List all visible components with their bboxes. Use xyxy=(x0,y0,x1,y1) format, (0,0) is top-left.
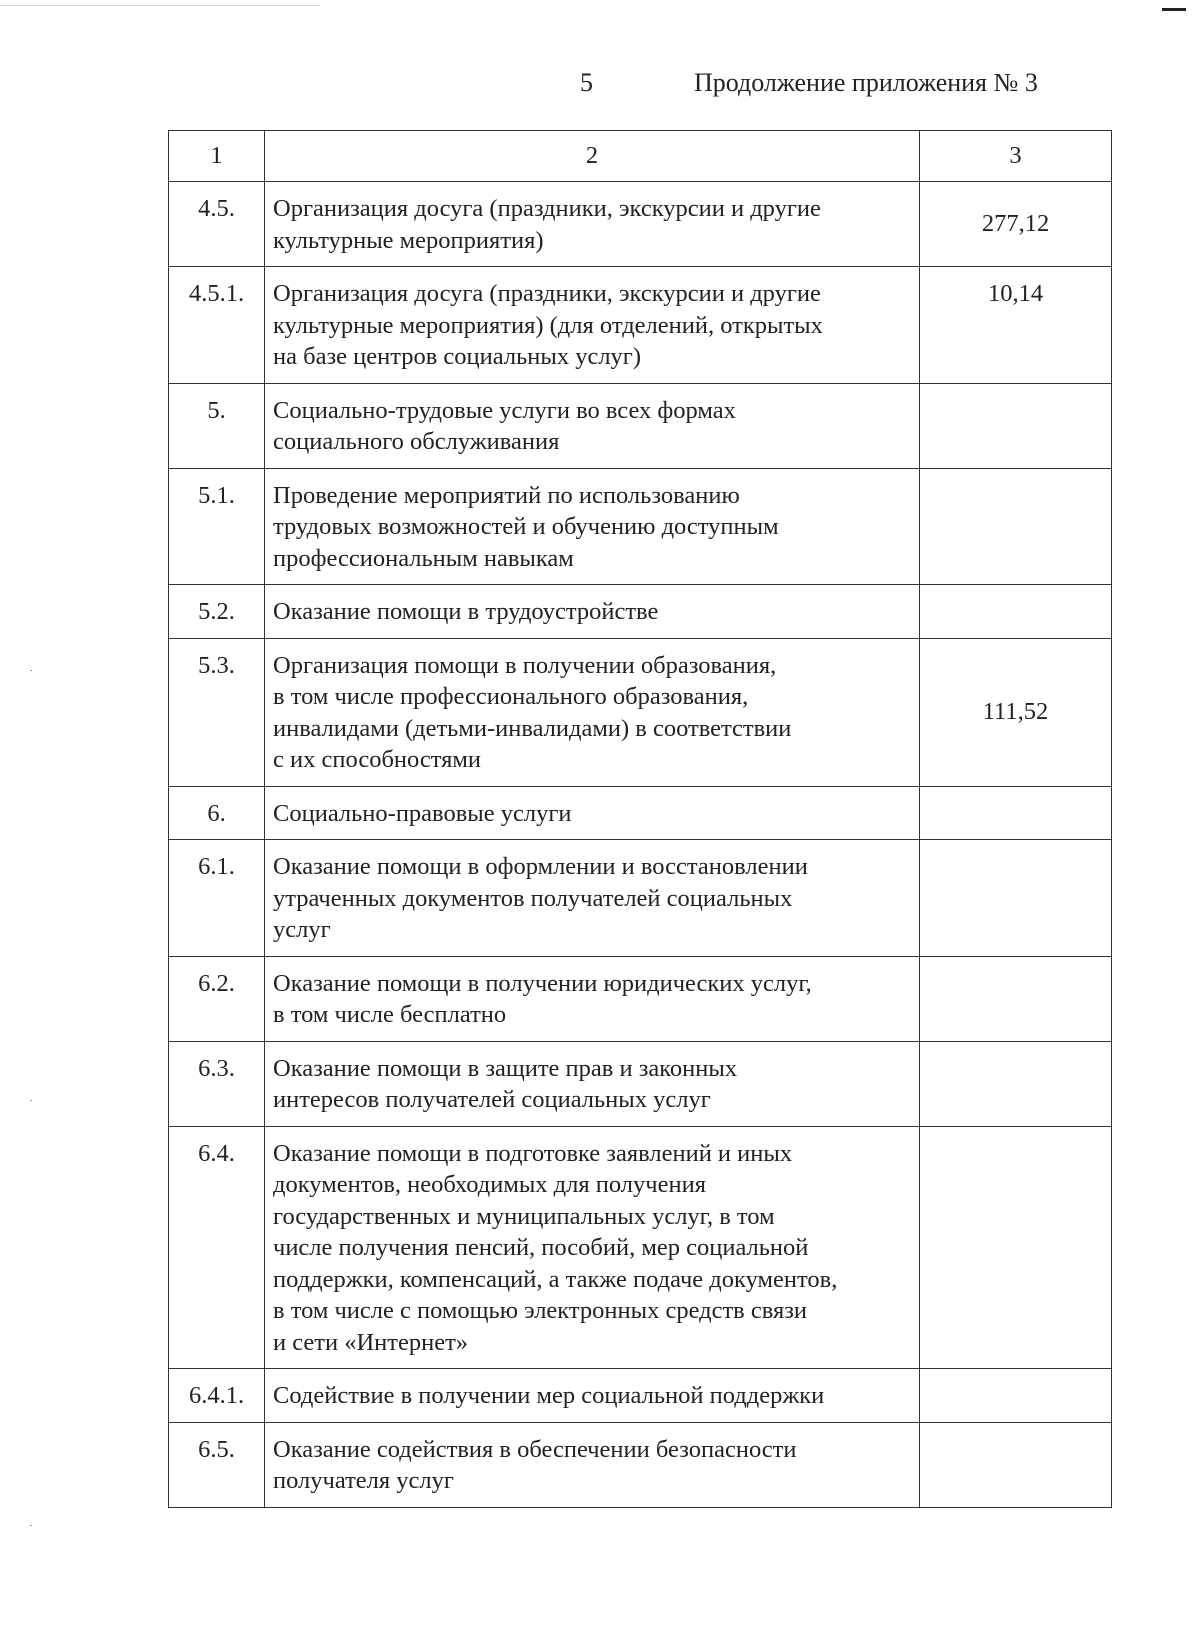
table-row xyxy=(169,182,1112,267)
service-description: Организация помощи в получении образования, в том числе профессионального образования, инвалидами (детьми-инвалидами) в соответствии с их способностями xyxy=(265,638,920,786)
row-value: 10,14 xyxy=(920,267,1112,384)
table-row xyxy=(169,1369,1112,1423)
row-value xyxy=(920,1041,1112,1126)
column-header-value: 3 xyxy=(920,131,1112,182)
service-description: Социально-трудовые услуги во всех формах социального обслуживания xyxy=(265,383,920,468)
row-number: 4.5.1. xyxy=(169,267,265,384)
row-number: 5. xyxy=(169,383,265,468)
margin-mark xyxy=(30,1525,32,1526)
column-header-service: 2 xyxy=(265,131,920,182)
service-description: Оказание помощи в защите прав и законных интересов получателей социальных услуг xyxy=(265,1041,920,1126)
table-row xyxy=(169,383,1112,468)
row-value xyxy=(920,786,1112,840)
services-table xyxy=(168,130,1112,1508)
service-description: Содействие в получении мер социальной поддержки xyxy=(265,1369,920,1423)
row-number: 6.4. xyxy=(169,1126,265,1369)
table-row xyxy=(169,1041,1112,1126)
scan-edge-line xyxy=(0,5,320,6)
row-number: 5.1. xyxy=(169,468,265,585)
service-description: Проведение мероприятий по использованию трудовых возможностей и обучению доступным профессиональным навыкам xyxy=(265,468,920,585)
row-number: 6.3. xyxy=(169,1041,265,1126)
row-value xyxy=(920,840,1112,957)
table-row xyxy=(169,956,1112,1041)
row-number: 6.5. xyxy=(169,1422,265,1507)
table-row xyxy=(169,786,1112,840)
corner-mark xyxy=(1162,8,1186,11)
table-row xyxy=(169,840,1112,957)
row-number: 4.5. xyxy=(169,182,265,267)
service-description: Оказание помощи в подготовке заявлений и иных документов, необходимых для получения государственных и муниципальных услуг, в том числе получения пенсий, пособий, мер социальной поддержки, компенсаций, а также подаче документов, в том числе с помощью электронных средств связи и сети «Интернет» xyxy=(265,1126,920,1369)
table-row xyxy=(169,1422,1112,1507)
service-description: Оказание помощи в получении юридических услуг, в том числе бесплатно xyxy=(265,956,920,1041)
page-number: 5 xyxy=(580,68,593,97)
row-value xyxy=(920,1126,1112,1369)
row-value xyxy=(920,468,1112,585)
service-description: Организация досуга (праздники, экскурсии и другие культурные мероприятия) xyxy=(265,182,920,267)
margin-mark xyxy=(30,670,32,671)
row-number: 6.4.1. xyxy=(169,1369,265,1423)
service-description: Социально-правовые услуги xyxy=(265,786,920,840)
table-row xyxy=(169,585,1112,639)
table-row xyxy=(169,468,1112,585)
service-description: Оказание содействия в обеспечении безопасности получателя услуг xyxy=(265,1422,920,1507)
row-number: 6. xyxy=(169,786,265,840)
service-description: Оказание помощи в трудоустройстве xyxy=(265,585,920,639)
row-number: 5.2. xyxy=(169,585,265,639)
service-description: Организация досуга (праздники, экскурсии и другие культурные мероприятия) (для отделений, открытых на базе центров социальных услуг) xyxy=(265,267,920,384)
table-header-row xyxy=(169,131,1112,182)
row-number: 5.3. xyxy=(169,638,265,786)
table-row xyxy=(169,267,1112,384)
appendix-continuation-heading: Продолжение приложения № 3 xyxy=(694,68,1038,97)
margin-mark xyxy=(30,1100,32,1101)
row-value xyxy=(920,383,1112,468)
row-value xyxy=(920,585,1112,639)
service-description: Оказание помощи в оформлении и восстановлении утраченных документов получателей социальных услуг xyxy=(265,840,920,957)
row-value xyxy=(920,1369,1112,1423)
table-row xyxy=(169,638,1112,786)
row-number: 6.1. xyxy=(169,840,265,957)
row-value xyxy=(920,1422,1112,1507)
row-number: 6.2. xyxy=(169,956,265,1041)
row-value: 111,52 xyxy=(920,638,1112,786)
table-row xyxy=(169,1126,1112,1369)
row-value: 277,12 xyxy=(920,182,1112,267)
row-value xyxy=(920,956,1112,1041)
column-header-number: 1 xyxy=(169,131,265,182)
